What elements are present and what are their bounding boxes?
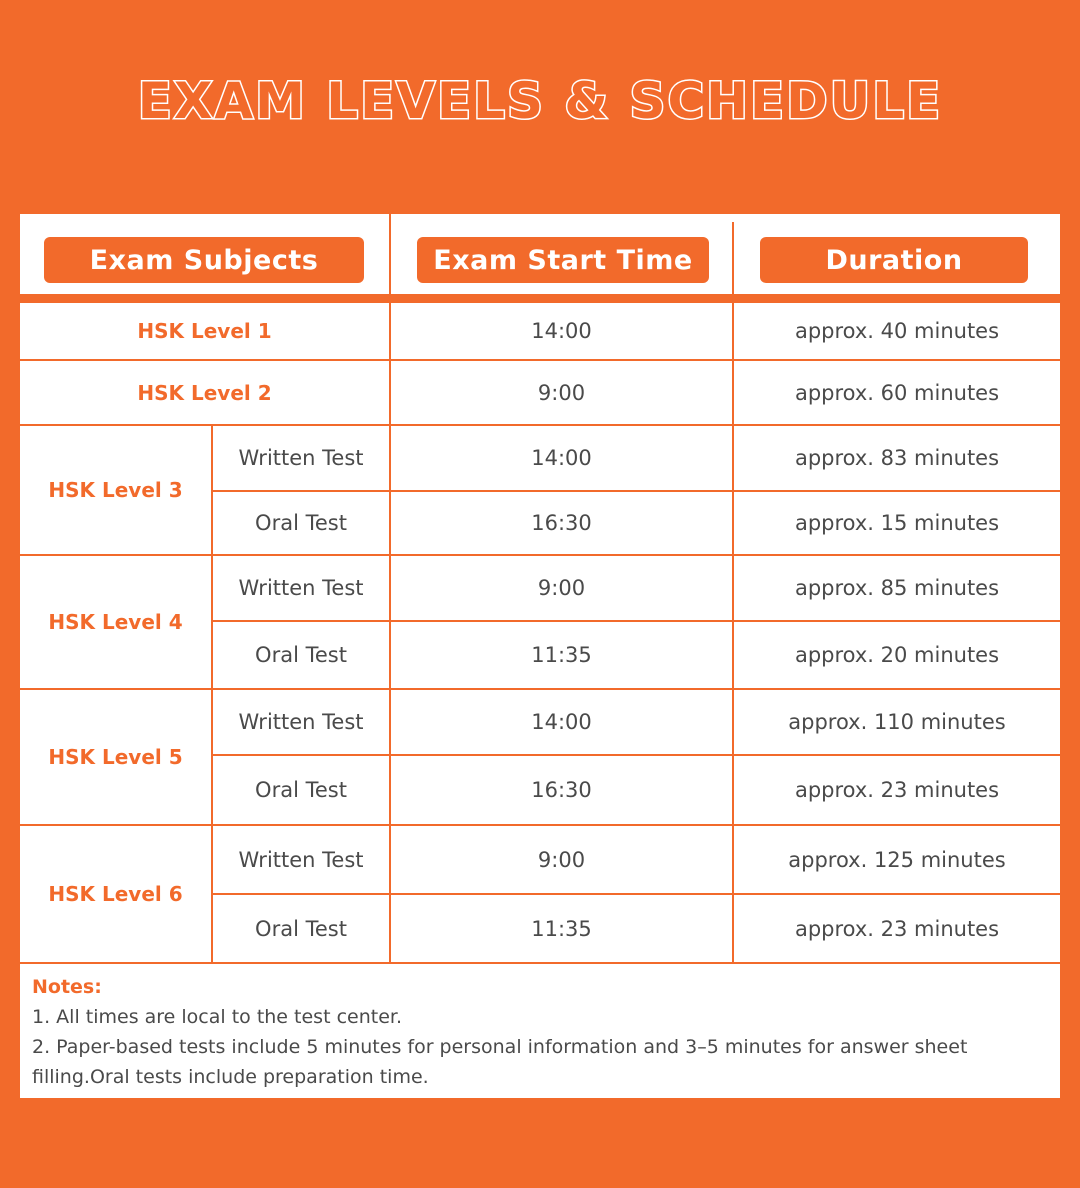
duration-cell: approx. 23 minutes [794, 778, 1000, 802]
test-type-cell: Written Test [238, 446, 364, 470]
row-divider [20, 962, 1060, 964]
start-time-cell: 9:00 [537, 847, 586, 872]
note-item: 1. All times are local to the test center. [32, 1006, 402, 1028]
notes-title: Notes: [32, 976, 102, 998]
page-title: EXAM LEVELS & SCHEDULE [137, 72, 943, 130]
start-time-cell: 16:30 [531, 511, 592, 535]
level-cell: HSK Level 2 [137, 380, 272, 405]
test-type-cell: Written Test [238, 847, 364, 872]
header-separator [20, 294, 1060, 303]
start-time-cell: 14:00 [531, 710, 592, 734]
header-divider [389, 214, 391, 294]
duration-cell: approx. 83 minutes [794, 446, 1000, 470]
duration-cell: approx. 85 minutes [794, 576, 1000, 600]
level-cell: HSK Level 3 [48, 478, 183, 502]
duration-cell: approx. 125 minutes [788, 847, 1006, 872]
duration-cell: approx. 110 minutes [788, 710, 1006, 734]
note-item: 2. Paper-based tests include 5 minutes for personal information and 3–5 minutes for answer sheet filling.Oral tests include preparation time. [32, 1036, 968, 1088]
start-time-cell: 11:35 [531, 643, 592, 667]
level-cell: HSK Level 1 [137, 319, 272, 343]
test-type-cell: Written Test [238, 710, 364, 734]
start-time-cell: 11:35 [531, 916, 592, 941]
start-time-cell: 9:00 [537, 380, 586, 405]
header-exam-start-time: Exam Start Time [417, 237, 709, 283]
duration-cell: approx. 40 minutes [794, 319, 1000, 343]
level-cell: HSK Level 4 [48, 610, 183, 634]
test-type-cell: Oral Test [255, 511, 347, 535]
start-time-cell: 9:00 [537, 576, 586, 600]
test-type-cell: Oral Test [255, 643, 347, 667]
notes-section [32, 972, 1056, 1092]
duration-cell: approx. 23 minutes [794, 916, 1000, 941]
header-divider [732, 222, 734, 294]
header-exam-subjects: Exam Subjects [44, 237, 364, 283]
schedule-table [20, 214, 1060, 1098]
header-duration: Duration [760, 237, 1028, 283]
duration-cell: approx. 15 minutes [794, 511, 1000, 535]
start-time-cell: 14:00 [531, 446, 592, 470]
test-type-cell: Oral Test [255, 916, 347, 941]
level-cell: HSK Level 5 [48, 745, 183, 769]
start-time-cell: 14:00 [531, 319, 592, 343]
test-type-cell: Oral Test [255, 778, 347, 802]
duration-cell: approx. 20 minutes [794, 643, 1000, 667]
start-time-cell: 16:30 [531, 778, 592, 802]
level-cell: HSK Level 6 [48, 882, 183, 906]
table-header [20, 214, 1060, 294]
duration-cell: approx. 60 minutes [794, 380, 1000, 405]
test-type-cell: Written Test [238, 576, 364, 600]
